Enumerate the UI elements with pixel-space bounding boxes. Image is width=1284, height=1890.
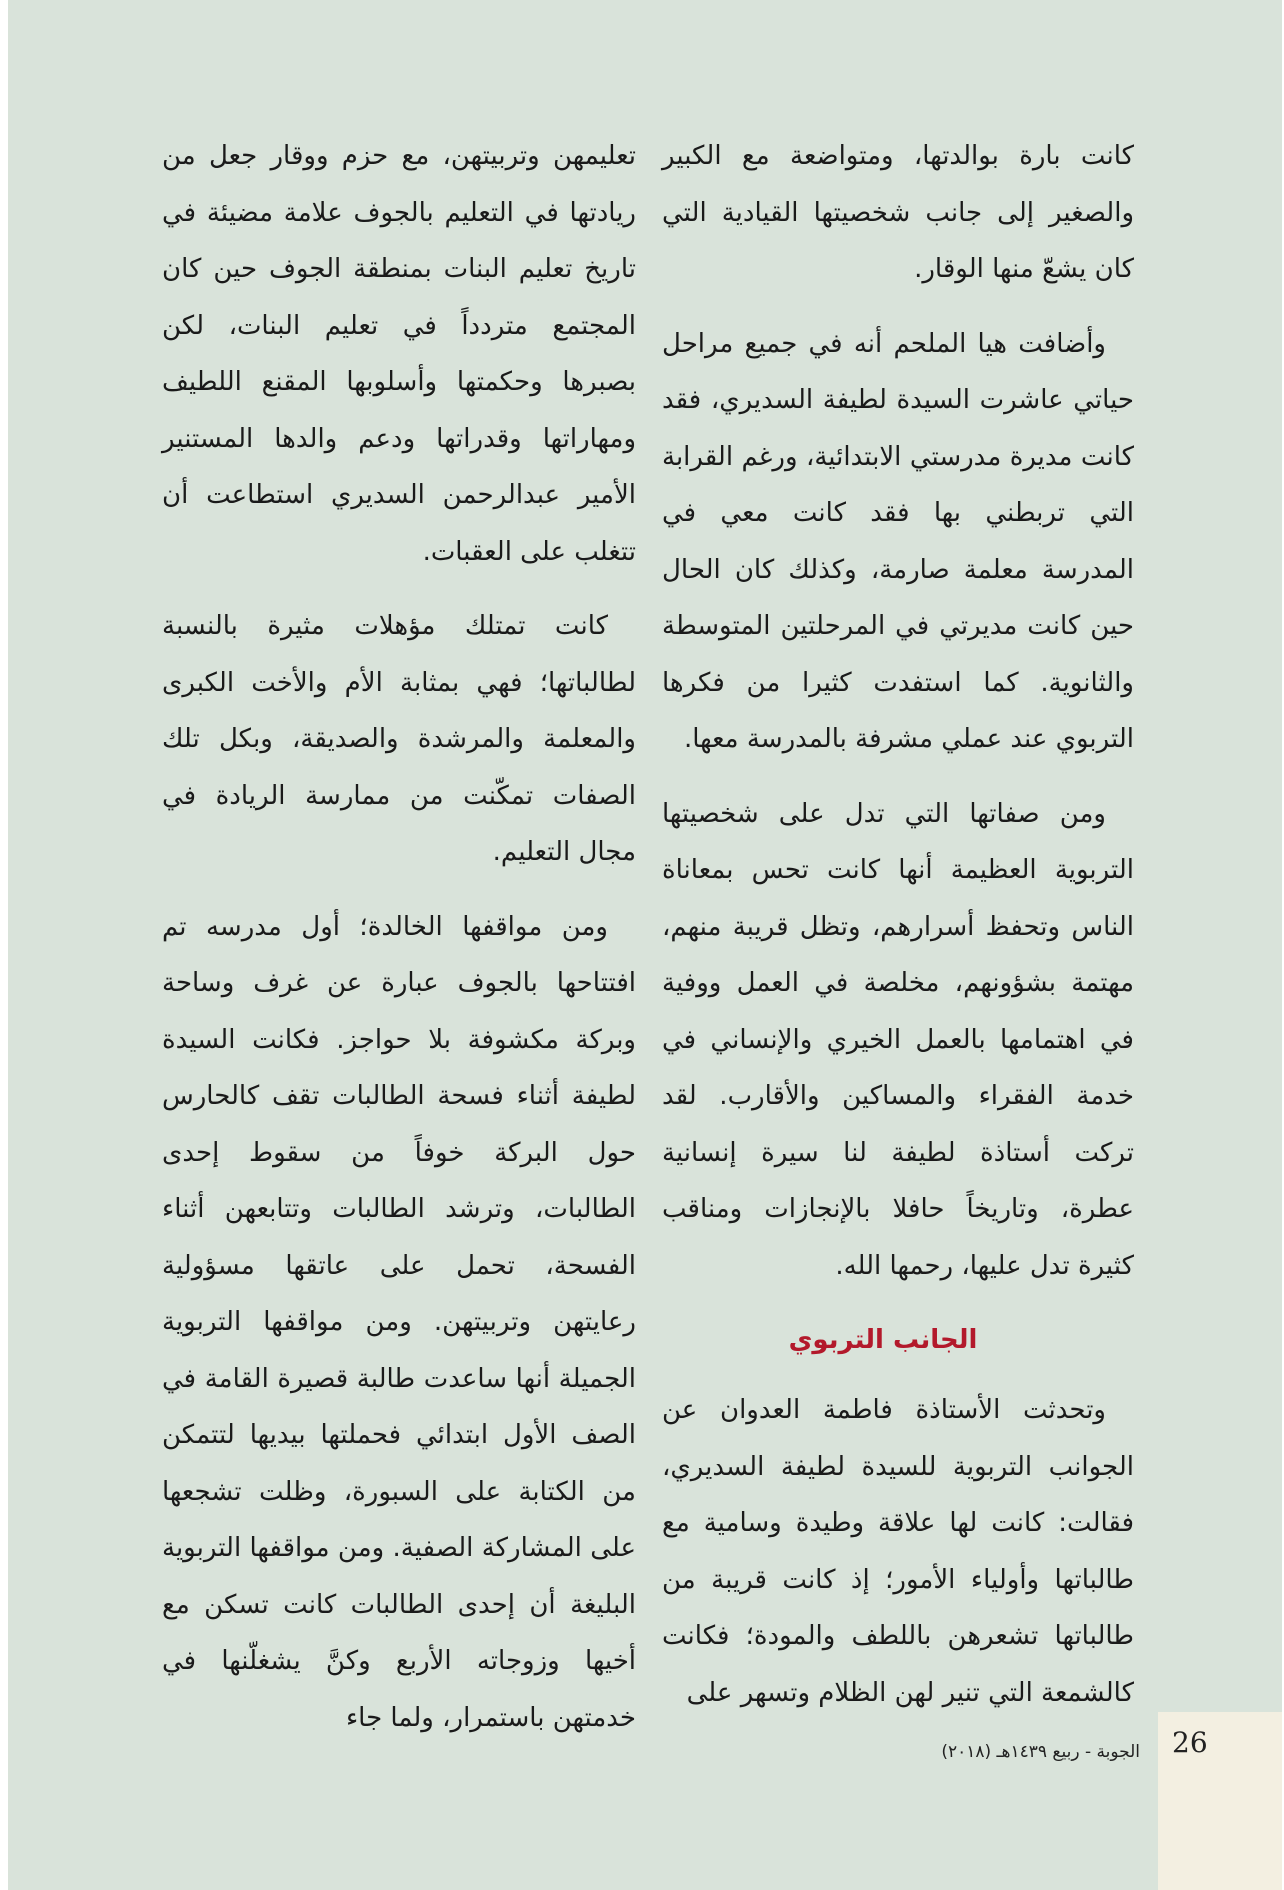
paragraph: كانت تمتلك مؤهلات مثيرة بالنسبة لطالباتها؛ فهي بمثابة الأم والأخت الكبرى والمعلمة والمرشدة والصديقة، وبكل تلك الصفات تمكّنت من ممارسة الريادة في مجال التعليم.: [162, 611, 636, 867]
paragraph: تعليمهن وتربيتهن، مع حزم ووقار جعل من ريادتها في التعليم بالجوف علامة مضيئة في تاريخ تعليم البنات بمنطقة الجوف حين كان المجتمع متردداً في تعليم البنات، لكن بصبرها وحكمتها وأسلوبها المقنع اللطيف ومهاراتها وقدراتها ودعم والدها المستنير الأمير عبدالرحمن السديري استطاعت أن تتغلب على العقبات.: [162, 141, 636, 567]
paragraph: وتحدثت الأستاذة فاطمة العدوان عن الجوانب التربوية للسيدة لطيفة السديري، فقالت: كانت لها علاقة وطيدة وسامية مع طالباتها وأولياء الأمور؛ إذ كانت قريبة من طالباتها تشعرهن باللطف والمودة؛ فكانت كالشمعة التي تنير لهن الظلام وتسهر على: [662, 1395, 1134, 1708]
left-column: [162, 128, 636, 1764]
issue-info: الجوبة - ربيع ١٤٣٩هـ (٢٠١٨): [941, 1742, 1140, 1762]
right-column: [662, 128, 1134, 1739]
paragraph: ومن صفاتها التي تدل على شخصيتها التربوية العظيمة أنها كانت تحس بمعاناة الناس وتحفظ أسرارهم، وتظل قريبة منهم، مهتمة بشؤونهم، مخلصة في العمل ووفية في اهتمامها بالعمل الخيري والإنساني في خدمة الفقراء والمساكين والأقارب. لقد تركت أستاذة لطيفة لنا سيرة إنسانية عطرة، وتاريخاً حافلا بالإنجازات ومناقب كثيرة تدل عليها، رحمها الله.: [662, 798, 1134, 1281]
page-number: 26: [1172, 1726, 1208, 1759]
paragraph: ومن مواقفها الخالدة؛ أول مدرسه تم افتتاحها بالجوف عبارة عن غرف وساحة وبركة مكشوفة بلا حواجز. فكانت السيدة لطيفة أثناء فسحة الطالبات تقف كالحارس حول البركة خوفاً من سقوط إحدى الطالبات، وترشد الطالبات وتتابعهن أثناء الفسحة، تحمل على عاتقها مسؤولية رعايتهن وتربيتهن. ومن مواقفها التربوية الجميلة أنها ساعدت طالبة قصيرة القامة في الصف الأول ابتدائي فحملتها بيديها لتتمكن من الكتابة على السبورة، وظلت تشجعها على المشاركة الصفية. ومن مواقفها التربوية البليغة أن إحدى الطالبات كانت تسكن مع أخيها وزوجاته الأربع وكنَّ يشغلّنها في خدمتهن باستمرار، ولما جاء: [162, 911, 636, 1733]
paragraph: كانت بارة بوالدتها، ومتواضعة مع الكبير والصغير إلى جانب شخصيتها القيادية التي كان يشعّ منها الوقار.: [662, 141, 1134, 284]
paragraph: وأضافت هيا الملحم أنه في جميع مراحل حياتي عاشرت السيدة لطيفة السديري، فقد كانت مديرة مدرستي الابتدائية، ورغم القرابة التي تربطني بها فقد كانت معي في المدرسة معلمة صارمة، وكذلك كان الحال حين كانت مديرتي في المرحلتين المتوسطة والثانوية. كما استفدت كثيرا من فكرها التربوي عند عملي مشرفة بالمدرسة معها.: [662, 328, 1134, 754]
magazine-page: [8, 0, 1282, 1890]
section-heading: الجانب التربوي: [788, 1325, 978, 1355]
